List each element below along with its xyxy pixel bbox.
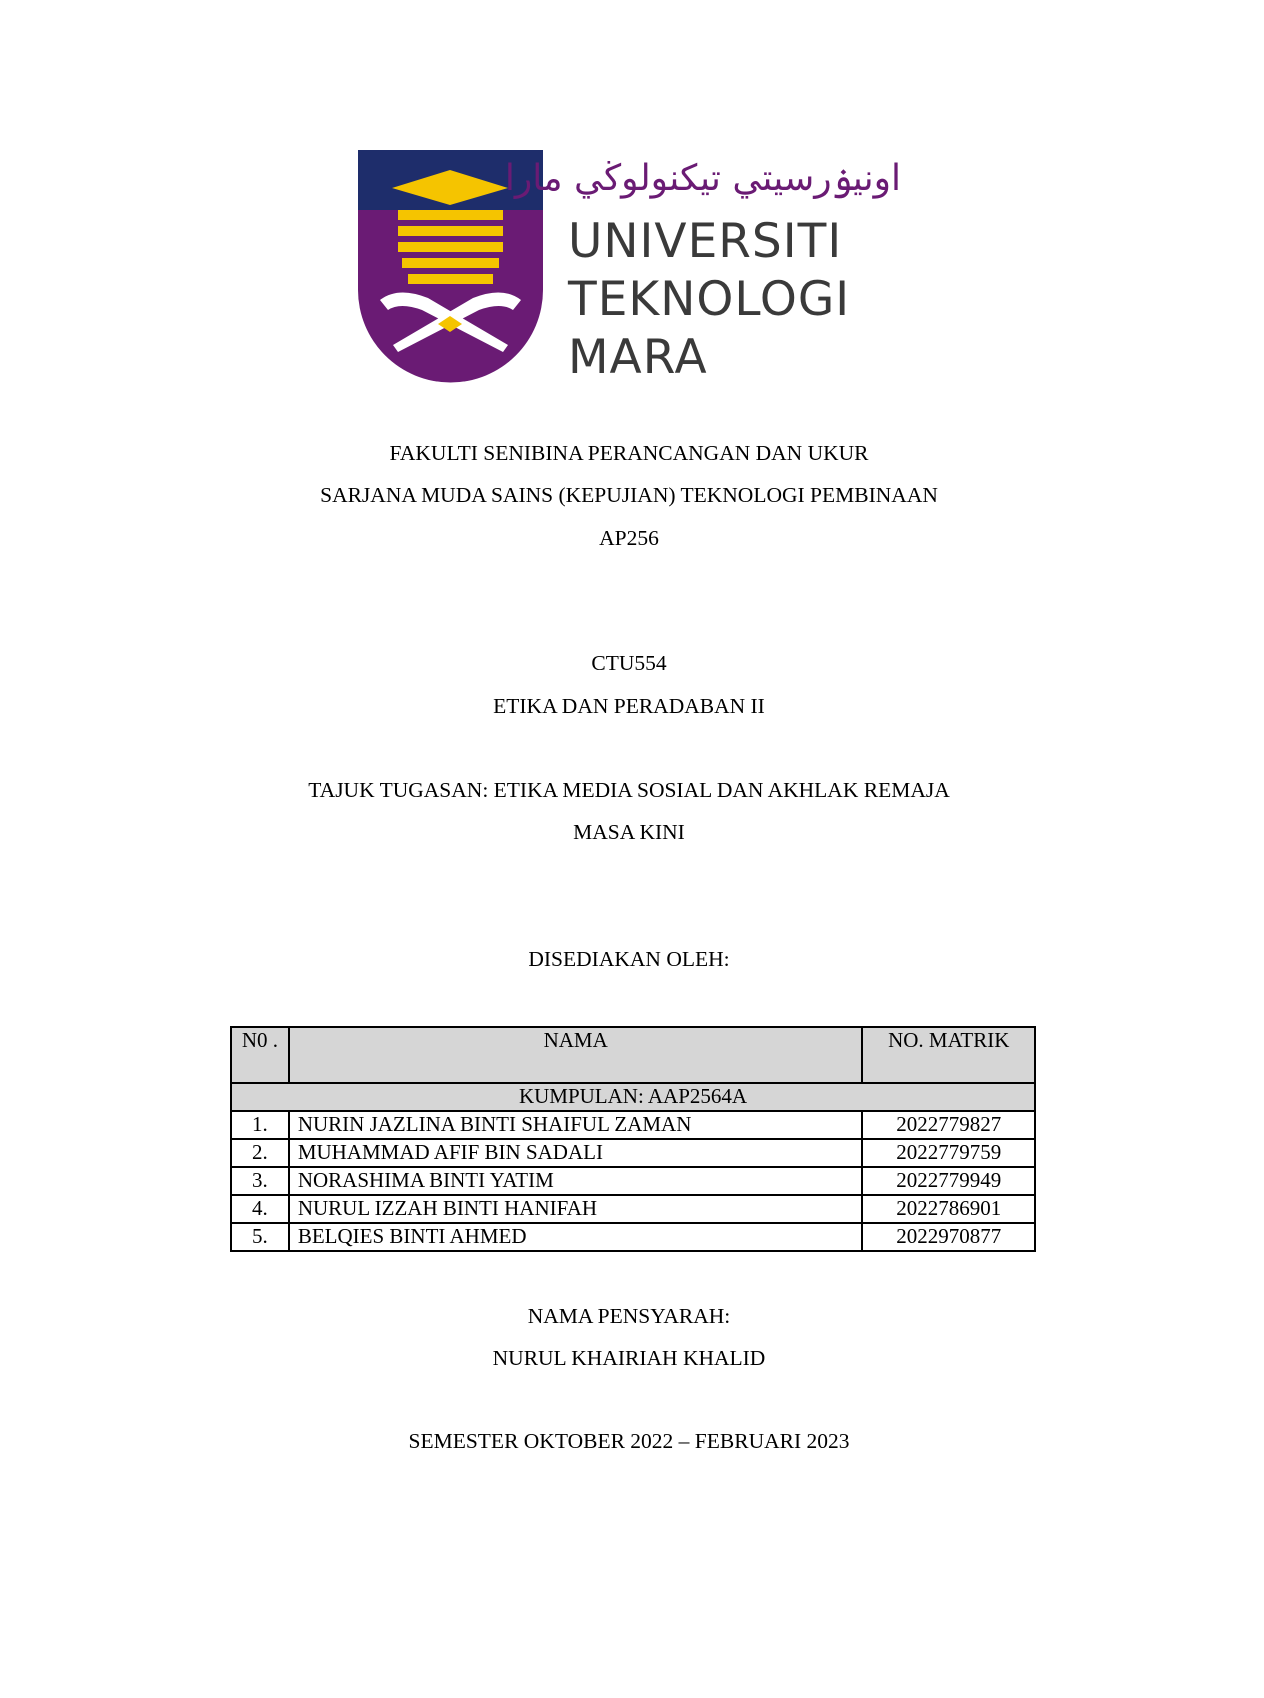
row-name: MUHAMMAD AFIF BIN SADALI (289, 1139, 863, 1167)
row-matrik: 2022779827 (862, 1111, 1035, 1139)
row-name: NURUL IZZAH BINTI HANIFAH (289, 1195, 863, 1223)
course-name: ETIKA DAN PERADABAN II (493, 694, 765, 718)
table-row (231, 1195, 1035, 1223)
row-no: 2. (231, 1139, 289, 1167)
logo-arabic-script (504, 148, 906, 206)
row-name: NORASHIMA BINTI YATIM (289, 1167, 863, 1195)
faculty-name: FAKULTI SENIBINA PERANCANGAN DAN UKUR (389, 441, 869, 465)
members-table (230, 1026, 1036, 1252)
table-row (231, 1111, 1035, 1139)
lecturer-name: NURUL KHAIRIAH KHALID (492, 1346, 766, 1370)
row-matrik: 2022779949 (862, 1167, 1035, 1195)
row-matrik: 2022970877 (862, 1223, 1035, 1251)
group-row (231, 1083, 1035, 1111)
row-no: 5. (231, 1223, 289, 1251)
row-no: 3. (231, 1167, 289, 1195)
logo-word-teknologi: TEKNOLOGI (568, 272, 851, 327)
assignment-title-line2: MASA KINI (573, 820, 685, 844)
row-matrik: 2022786901 (862, 1195, 1035, 1223)
program-code: AP256 (599, 526, 659, 550)
group-label: KUMPULAN: AAP2564A (231, 1083, 1035, 1111)
semester: SEMESTER OKTOBER 2022 – FEBRUARI 2023 (408, 1429, 850, 1453)
table-header-row (231, 1027, 1035, 1083)
assignment-title-line1: TAJUK TUGASAN: ETIKA MEDIA SOSIAL DAN AKHLAK REMAJA (308, 778, 950, 802)
logo-word-mara: MARA (568, 330, 708, 385)
degree-name: SARJANA MUDA SAINS (KEPUJIAN) TEKNOLOGI PEMBINAAN (320, 483, 938, 507)
header-name: NAMA (289, 1027, 863, 1083)
row-matrik: 2022779759 (862, 1139, 1035, 1167)
table-row (231, 1139, 1035, 1167)
header-no: N0 . (231, 1027, 289, 1083)
row-name: BELQIES BINTI AHMED (289, 1223, 863, 1251)
row-no: 4. (231, 1195, 289, 1223)
table-row (231, 1167, 1035, 1195)
lecturer-label: NAMA PENSYARAH: (527, 1304, 731, 1328)
uitm-logo (358, 150, 913, 385)
row-no: 1. (231, 1111, 289, 1139)
svg-text:اونيۏرسيتي تيكنولوڬي مارا: اونيۏرسيتي تيكنولوڬي مارا (504, 158, 901, 199)
header-matrik: NO. MATRIK (862, 1027, 1035, 1083)
logo-word-universiti: UNIVERSITI (568, 214, 843, 269)
prepared-by-label: DISEDIAKAN OLEH: (528, 947, 730, 971)
table-row (231, 1223, 1035, 1251)
row-name: NURIN JAZLINA BINTI SHAIFUL ZAMAN (289, 1111, 863, 1139)
course-code: CTU554 (591, 651, 667, 675)
